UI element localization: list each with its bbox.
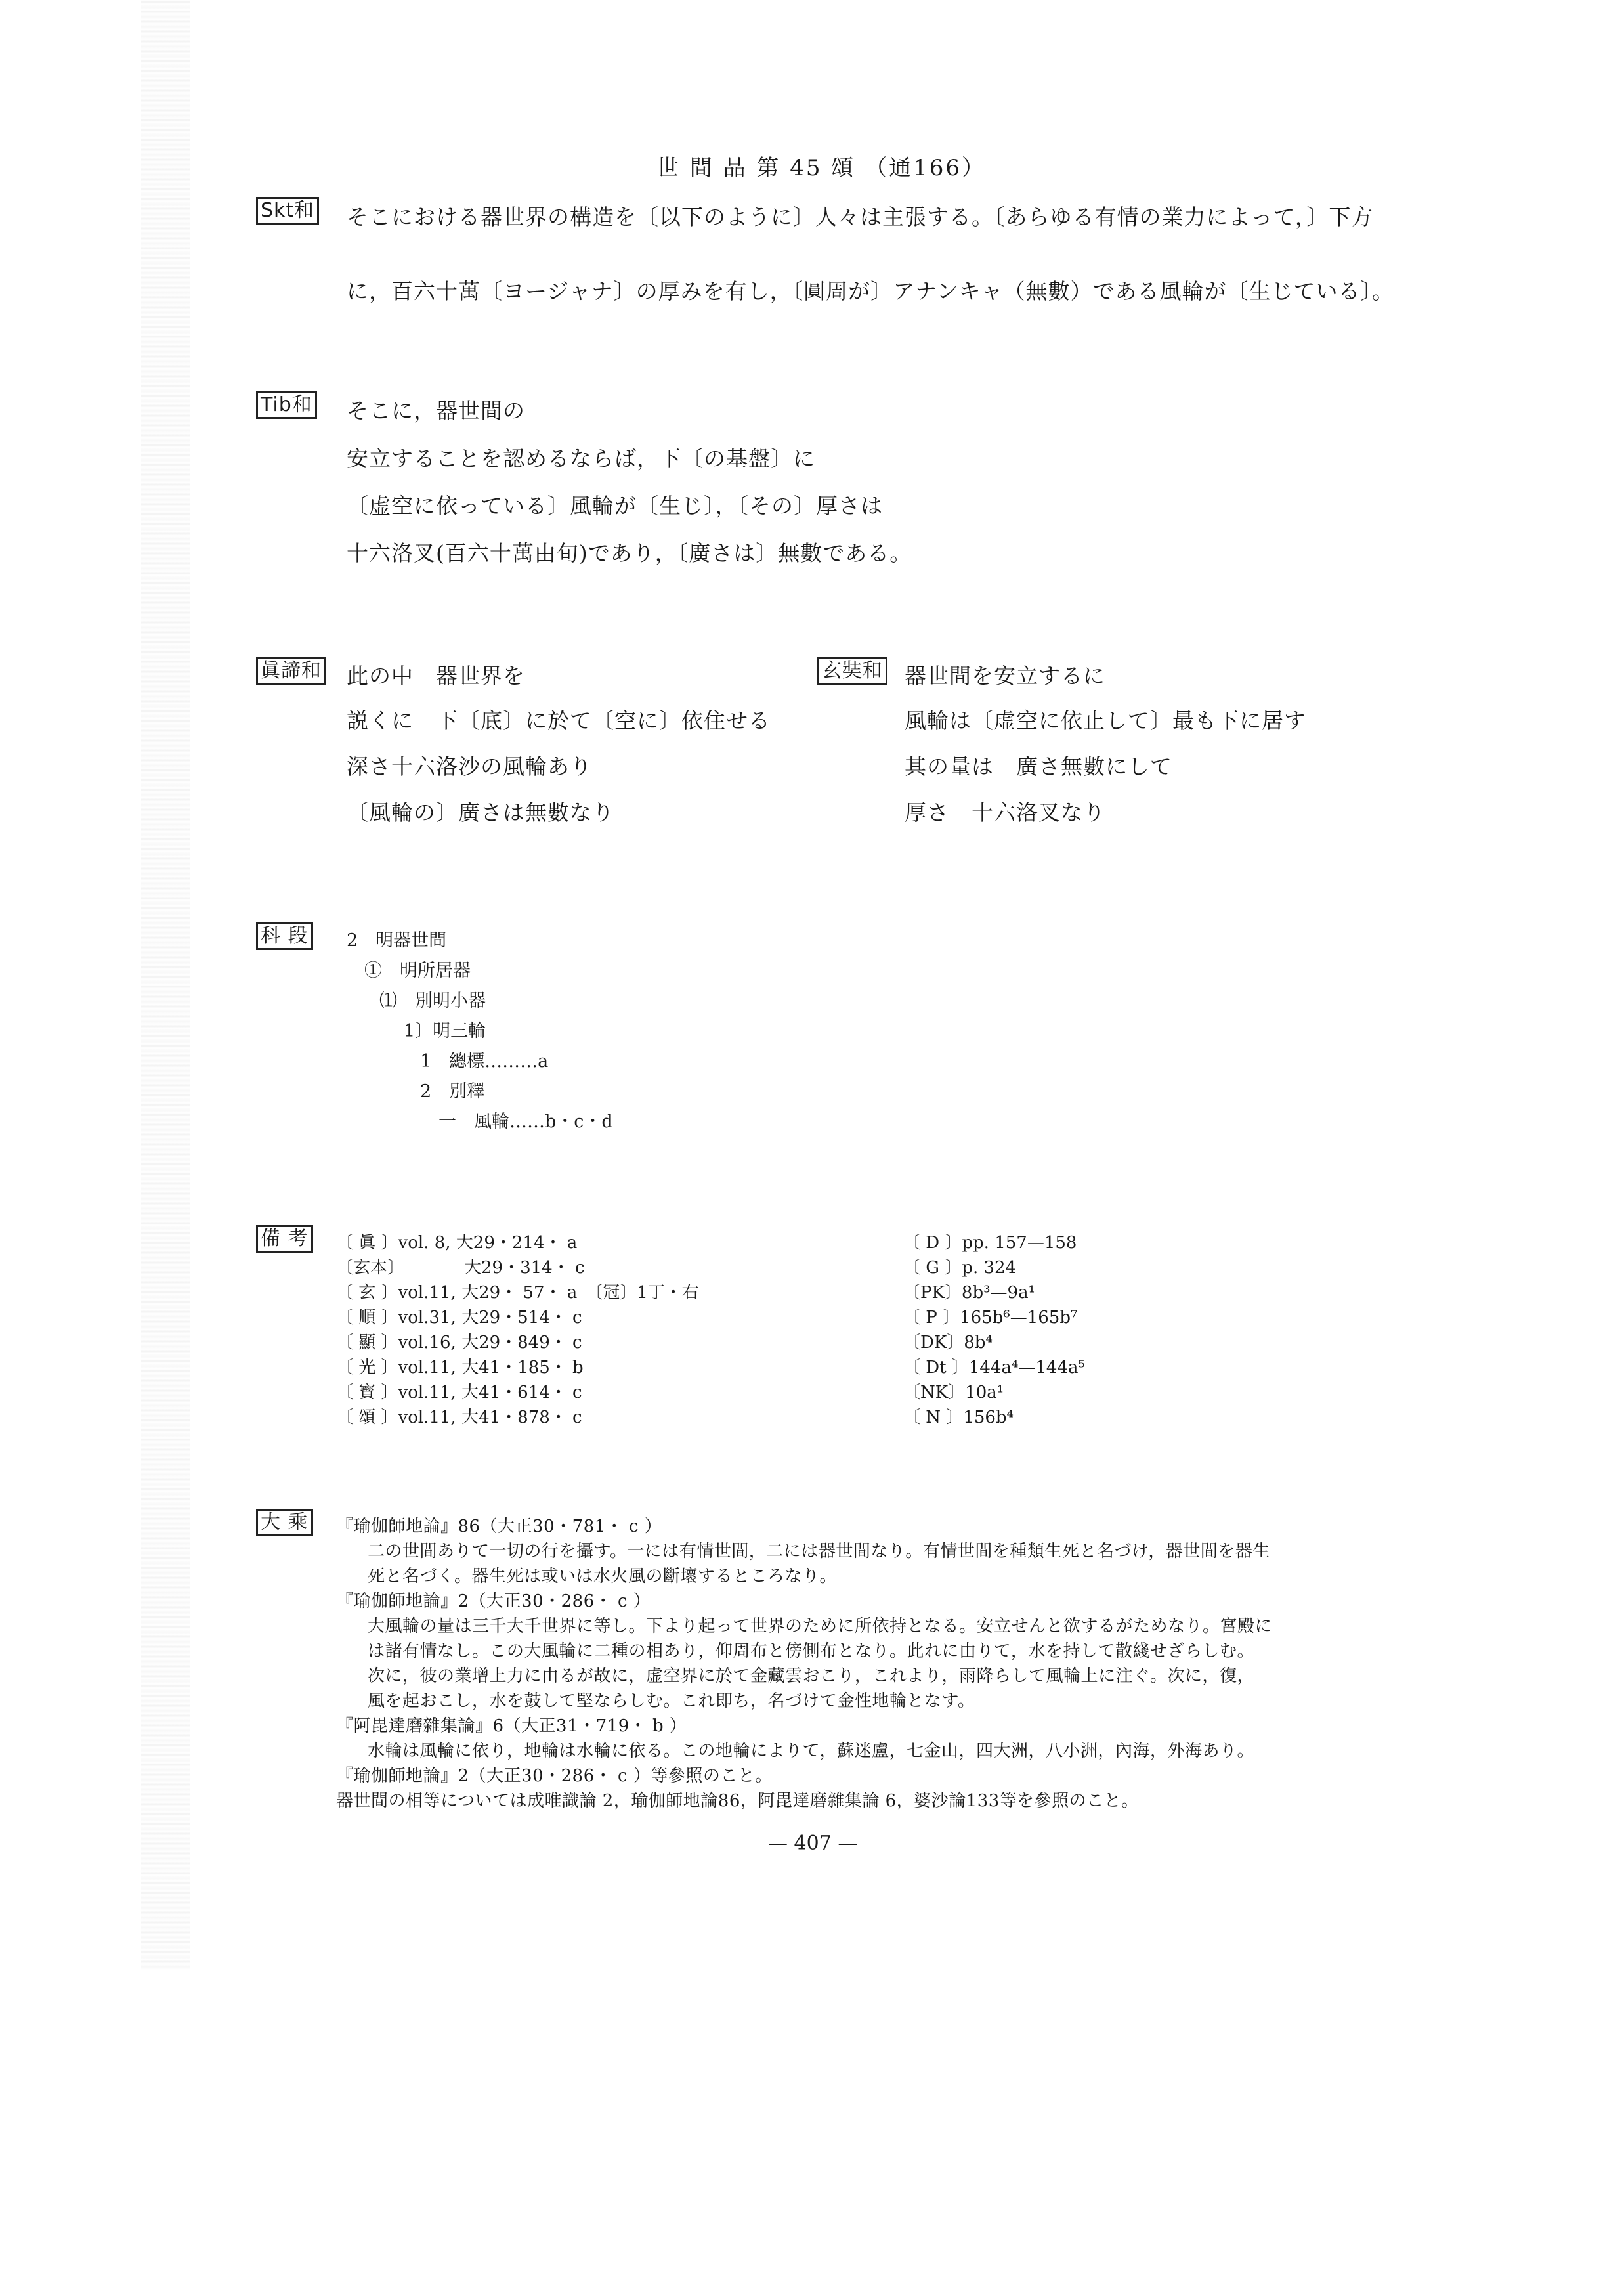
genjo-line-3: 其の量は 廣さ無數にして <box>905 754 1172 779</box>
taijo-line-8: 風を起おこし，水を鼓して堅ならしむ。これ即ち，名づけて金性地輪となす。 <box>368 1691 975 1711</box>
skt-line-2: に，百六十萬〔ヨージャナ〕の厚みを有し，〔圓周が〕アナンキャ（無數）である風輪が〔生じている〕。 <box>347 278 1395 304</box>
kadan-item-5: 1 總標………a <box>420 1051 549 1072</box>
tib-line-4: 十六洛叉(百六十萬由旬)であり，〔廣さは〕無數である。 <box>347 540 912 566</box>
kadan-item-3: ⑴ 別明小器 <box>379 991 486 1011</box>
biko-right-6: 〔 Dt 〕144a⁴—144a⁵ <box>903 1358 1085 1377</box>
biko-right-1: 〔 D 〕pp. 157—158 <box>903 1233 1077 1253</box>
taijo-line-7: 次に，彼の業增上力に由るが故に，虚空界に於て金藏雲おこり，これより，雨降らして風輪上に注ぐ。次に，復， <box>368 1666 1254 1686</box>
shinntai-line-4: 〔風輪の〕廣さは無數なり <box>347 800 614 825</box>
skt-line-1: そこにおける器世界の構造を〔以下のように〕人々は主張する。〔あらゆる有情の業力によって，〕下方 <box>347 204 1374 230</box>
taijo-line-3: 死と名づく。器生死は或いは水火風の斷壞するところなり。 <box>368 1567 837 1586</box>
kadan-tag: 科 段 <box>256 922 313 950</box>
biko-left-3: 〔 玄 〕vol.11, 大29・ 57・ a 〔冠〕1丁・右 <box>336 1283 699 1303</box>
taijo-line-12: 器世間の相等については成唯識論 2，瑜伽師地論86，阿毘達磨雜集論 6，婆沙論133等を參照のこと。 <box>336 1791 1139 1811</box>
biko-left-1: 〔 眞 〕vol. 8, 大29・214・ a <box>336 1233 578 1253</box>
page-title: 世 間 品 第 45 頌 （通166） <box>656 155 987 181</box>
tib-tag: Tib和 <box>256 391 317 419</box>
page-number: — 407 — <box>768 1832 858 1855</box>
tib-line-1: そこに，器世間の <box>347 398 525 423</box>
biko-right-2: 〔 G 〕p. 324 <box>903 1258 1017 1278</box>
biko-right-4: 〔 P 〕165b⁶—165b⁷ <box>903 1308 1078 1328</box>
genjo-line-4: 厚さ 十六洛叉なり <box>905 800 1105 825</box>
biko-right-5: 〔DK〕8b⁴ <box>903 1333 993 1353</box>
biko-left-4: 〔 順 〕vol.31, 大29・514・ c <box>336 1308 582 1328</box>
taijo-line-4: 『瑜伽師地論』2（大正30・286・ c ） <box>336 1592 651 1611</box>
scan-edge-artifact <box>141 0 190 1970</box>
shinntai-line-2: 説くに 下〔底〕に於て〔空に〕依住せる <box>347 708 771 733</box>
shinntai-line-3: 深さ十六洛沙の風輪あり <box>347 754 592 779</box>
tib-line-3: 〔虚空に依っている〕風輪が〔生じ〕，〔その〕厚さは <box>347 493 883 519</box>
taijo-line-6: は諸有情なし。この大風輪に二種の相あり，仰周布と傍側布となり。此れに由りて，水を持して散綫せざらしむ。 <box>368 1641 1254 1661</box>
biko-left-2: 〔玄本〕 大29・314・ c <box>336 1258 585 1278</box>
biko-right-8: 〔 N 〕156b⁴ <box>903 1408 1014 1427</box>
genjo-tag: 玄奘和 <box>817 657 887 685</box>
genjo-line-1: 器世間を安立するに <box>905 663 1105 689</box>
biko-tag: 備 考 <box>256 1225 313 1253</box>
biko-left-7: 〔 寳 〕vol.11, 大41・614・ c <box>336 1383 582 1402</box>
taijo-line-11: 『瑜伽師地論』2（大正30・286・ c ）等參照のこと。 <box>336 1766 773 1786</box>
biko-right-7: 〔NK〕10a¹ <box>903 1383 1004 1402</box>
taijo-line-10: 水輪は風輪に依り，地輪は水輪に依る。この地輪によりて，蘇迷盧，七金山，四大洲，八小洲，內海，外海あり。 <box>368 1741 1254 1761</box>
kadan-item-1: 2 明器世間 <box>347 930 447 951</box>
genjo-line-2: 風輪は〔虚空に依止して〕最も下に居す <box>905 708 1306 733</box>
biko-left-5: 〔 顯 〕vol.16, 大29・849・ c <box>336 1333 582 1353</box>
skt-tag: Skt和 <box>256 197 319 225</box>
taijo-line-2: 二の世間ありて一切の行を攝す。一には有情世間，二には器世間なり。有情世間を種類生死と名づけ，器世間を器生 <box>368 1542 1270 1561</box>
kadan-item-7: 一 風輪……b・c・d <box>438 1112 613 1132</box>
tib-line-2: 安立することを認めるならば，下〔の基盤〕に <box>347 446 815 471</box>
taijo-line-9: 『阿毘達磨雜集論』6（大正31・719・ b ） <box>336 1716 687 1736</box>
taijo-tag: 大 乘 <box>256 1509 313 1536</box>
shinntai-line-1: 此の中 器世界を <box>347 663 525 689</box>
kadan-item-6: 2 別釋 <box>420 1081 485 1102</box>
shinntai-tag: 眞諦和 <box>256 657 326 685</box>
biko-left-6: 〔 光 〕vol.11, 大41・185・ b <box>336 1358 584 1377</box>
taijo-line-1: 『瑜伽師地論』86（大正30・781・ c ） <box>336 1517 662 1536</box>
biko-left-8: 〔 頌 〕vol.11, 大41・878・ c <box>336 1408 582 1427</box>
biko-right-3: 〔PK〕8b³—9a¹ <box>903 1283 1035 1303</box>
taijo-line-5: 大風輪の量は三千大千世界に等し。下より起って世界のために所依持となる。安立せんと欲するがためなり。宮殿に <box>368 1616 1273 1636</box>
kadan-item-4: 1〕明三輪 <box>404 1021 486 1041</box>
kadan-item-2: ① 明所居器 <box>364 961 471 981</box>
